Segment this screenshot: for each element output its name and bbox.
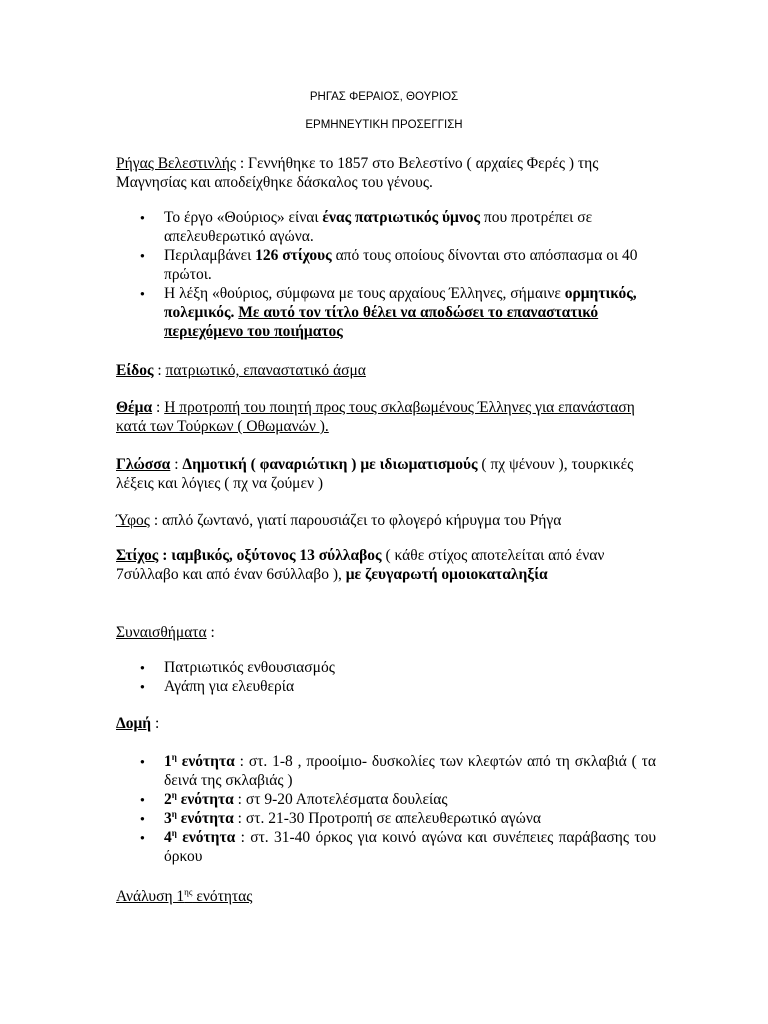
thema-value: Η προτροπή του ποιητή προς τους σκλαβωμένους Έλληνες για επανάσταση κατά των Τούρκων ( Οθωμανών ).: [116, 399, 635, 435]
separator: :: [151, 715, 160, 732]
section-ordinal: η: [171, 789, 177, 800]
eidos-label: Είδος: [116, 362, 154, 379]
domi-line: [116, 714, 656, 733]
separator: :: [152, 399, 165, 416]
section-number: 3: [164, 810, 172, 827]
list-item: ● Πατριωτικός ενθουσιασμός: [116, 658, 656, 677]
synaisthimata-list: [116, 658, 656, 696]
section-ordinal: η: [171, 751, 177, 762]
stixos-label: Στίχος: [116, 547, 159, 564]
analysis-heading: [116, 887, 656, 906]
list-item: [116, 828, 656, 866]
section-word: ενότητα: [176, 829, 236, 846]
document-subtitle: ΕΡΜΗΝΕΥΤΙΚΗ ΠΡΟΣΕΓΓΙΣΗ: [305, 119, 463, 131]
list-item: ● Αγάπη για ελευθερία: [116, 677, 656, 696]
list-item: [116, 208, 656, 246]
separator: :: [153, 362, 166, 379]
synaisthimata-label: Συναισθήματα: [116, 624, 207, 641]
domi-list: [116, 752, 656, 866]
section-text: : στ 9-20 Αποτελέσματα δουλείας: [233, 791, 448, 808]
section-word: ενότητα: [176, 791, 234, 808]
poet-name: Ρήγας Βελεστινλής: [116, 155, 236, 172]
section-number: 1: [164, 753, 172, 770]
analysis-text: Ανάλυση 1: [116, 888, 185, 905]
stixos-text: ( κάθε στίχος αποτελείται από έναν 7σύλλαβο και από έναν 6σύλλαβο ),: [116, 547, 605, 583]
bullet-text: Το έργο «Θούριος» είναι: [164, 209, 323, 226]
section-ordinal: η: [171, 808, 177, 819]
section-number: 4: [164, 829, 172, 846]
bullet-text: Περιλαμβάνει: [164, 247, 256, 264]
eidos-line: [116, 361, 656, 380]
intro-paragraph: [116, 154, 656, 192]
section-word: ενότητα: [176, 753, 235, 770]
list-item: [116, 246, 656, 284]
list-item: [116, 790, 656, 809]
stixos-rhyme: με ζευγαρωτή ομοιοκαταληξία: [345, 566, 548, 583]
thema-paragraph: [116, 398, 656, 436]
bullet-bold-underlined-text: Με αυτό τον τίτλο θέλει να αποδώσει το επαναστατικό περιεχόμενο του ποιήματος: [164, 304, 599, 340]
separator: :: [149, 512, 162, 529]
bullet-text: από τους οποίους δίνονται στο απόσπασμα οι 40 πρώτοι.: [164, 247, 638, 283]
bullet-bold-text: ένας πατριωτικός ύμνος: [322, 209, 481, 226]
stixos-paragraph: [116, 546, 656, 584]
section-word: ενότητα: [176, 810, 234, 827]
eidos-value: πατριωτικό, επαναστατικό άσμα: [165, 362, 366, 379]
section-number: 2: [164, 791, 172, 808]
glossa-paragraph: [116, 455, 656, 493]
yfos-line: [116, 511, 656, 530]
list-item: [116, 752, 656, 790]
stixos-bold-value: : ιαμβικός, οξύτονος 13 σύλλαβος: [158, 547, 382, 564]
thema-label: Θέμα: [116, 399, 153, 416]
section-text: : στ. 1-8 , προοίμιο- δυσκολίες των κλεφτών από τη σκλαβιά ( τα δεινά της σκλαβιάς ): [164, 753, 656, 789]
work-bullet-list: [116, 208, 656, 341]
intro-text: : Γεννήθηκε το 1857 στο Βελεστίνο ( αρχαίες Φερές ) της Μαγνησίας και αποδείχθηκε δάσκαλος του γένους.: [116, 155, 599, 191]
section-ordinal: η: [171, 827, 177, 838]
separator: :: [170, 456, 183, 473]
glossa-label: Γλώσσα: [116, 456, 171, 473]
glossa-bold-value: Δημοτική ( φαναριώτικη ) με ιδιωματισμούς: [182, 456, 478, 473]
yfos-value: απλό ζωντανό, γιατί παρουσιάζει το φλογερό κήρυγμα του Ρήγα: [162, 512, 562, 529]
domi-label: Δομή: [116, 715, 152, 732]
section-text: : στ. 31-40 όρκος για κοινό αγώνα και συνέπειες παράβασης του όρκου: [164, 829, 656, 865]
analysis-text: ενότητας: [192, 888, 253, 905]
separator: :: [206, 624, 215, 641]
analysis-ordinal: ης: [184, 886, 193, 897]
bullet-bold-text: ορμητικός, πολεμικός.: [164, 285, 637, 321]
synaisthimata-line: [116, 623, 656, 642]
list-item: [116, 284, 656, 341]
bullet-bold-text: 126 στίχους: [255, 247, 332, 264]
glossa-text: ( πχ ψένουν ), τουρκικές λέξεις και λόγιες ( πχ να ζούμεν ): [116, 456, 634, 492]
list-item: [116, 809, 656, 828]
bullet-text: Η λέξη «θούριος, σύμφωνα με τους αρχαίους Έλληνες, σήμαινε: [164, 285, 565, 302]
bullet-text: που προτρέπει σε απελευθερωτικό αγώνα.: [164, 209, 593, 245]
yfos-label: Ύφος: [116, 512, 150, 529]
document-title: ΡΗΓΑΣ ΦΕΡΑΙΟΣ, ΘΟΥΡΙΟΣ: [309, 91, 459, 103]
section-text: : στ. 21-30 Προτροπή σε απελευθερωτικό αγώνα: [233, 810, 541, 827]
